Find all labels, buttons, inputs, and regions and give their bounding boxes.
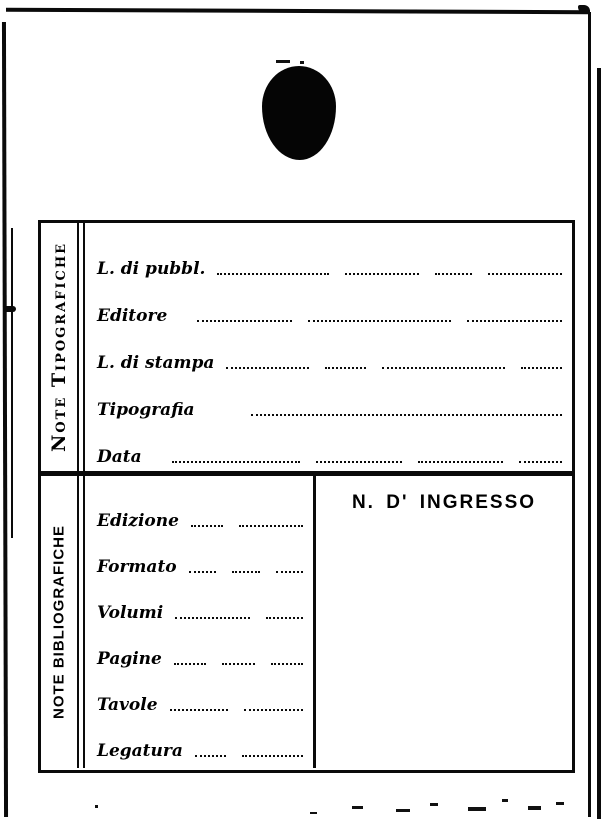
dotted-line — [189, 570, 303, 578]
dotted-line — [195, 754, 303, 762]
side-label-tipografiche: Note Tipografiche — [48, 241, 70, 453]
dotted-line — [175, 616, 303, 624]
scan-noise — [352, 806, 363, 809]
field-label: Data — [97, 447, 142, 467]
card-table — [38, 220, 575, 773]
field-row — [97, 421, 562, 468]
double-rule — [77, 476, 85, 768]
scan-edge-left-arrow-mark — [6, 306, 16, 312]
scan-edge-right-outer — [597, 68, 601, 819]
dotted-line — [174, 662, 303, 670]
field-row — [97, 624, 303, 670]
field-label: Editore — [97, 306, 168, 326]
field-label: Formato — [97, 557, 177, 577]
field-label: Tipografia — [97, 400, 195, 420]
field-row — [97, 280, 562, 327]
scan-noise — [276, 60, 290, 63]
field-row — [97, 532, 303, 578]
scan-noise — [310, 812, 317, 814]
section-note-bibliografiche — [41, 476, 572, 768]
scan-edge-left — [2, 22, 8, 817]
field-label: Tavole — [97, 695, 158, 715]
dotted-line — [170, 708, 303, 716]
field-row — [97, 374, 562, 421]
field-label: Legatura — [97, 741, 183, 761]
bibliografiche-fields — [85, 476, 313, 768]
dotted-line — [179, 319, 562, 327]
field-row — [97, 670, 303, 716]
scan-noise — [528, 806, 541, 810]
scan-noise — [468, 807, 486, 811]
tipografiche-fields — [85, 223, 572, 471]
dotted-line — [154, 460, 562, 468]
field-row — [97, 233, 562, 280]
scan-edge-top — [6, 8, 590, 15]
side-label-column — [41, 223, 77, 471]
hole-punch-ink-blob — [262, 66, 336, 160]
dotted-line — [191, 524, 303, 532]
ingresso-header: N. D' INGRESSO — [351, 492, 537, 513]
field-row — [97, 716, 303, 762]
scan-noise — [430, 803, 438, 806]
scan-edge-left-inner — [11, 228, 13, 538]
dotted-line — [217, 272, 562, 280]
field-label: L. di stampa — [97, 353, 215, 373]
field-label: Pagine — [97, 649, 162, 669]
side-label-column — [41, 476, 77, 768]
scan-noise — [300, 61, 304, 64]
field-label: Edizione — [97, 511, 179, 531]
scan-noise — [396, 809, 410, 812]
field-row — [97, 578, 303, 624]
double-rule — [77, 223, 85, 471]
dotted-line — [226, 366, 562, 374]
ingresso-box — [313, 476, 572, 768]
scan-noise — [95, 805, 98, 808]
section-note-tipografiche — [41, 223, 572, 476]
field-row — [97, 486, 303, 532]
scan-noise — [556, 802, 564, 805]
side-label-bibliografiche: NOTE BIBLIOGRAFICHE — [50, 525, 68, 719]
field-label: Volumi — [97, 603, 164, 623]
field-row — [97, 327, 562, 374]
field-label: L. di pubbl. — [97, 259, 206, 279]
scan-edge-right-inner — [588, 12, 591, 817]
scan-noise — [502, 799, 508, 802]
dotted-line — [207, 413, 562, 421]
